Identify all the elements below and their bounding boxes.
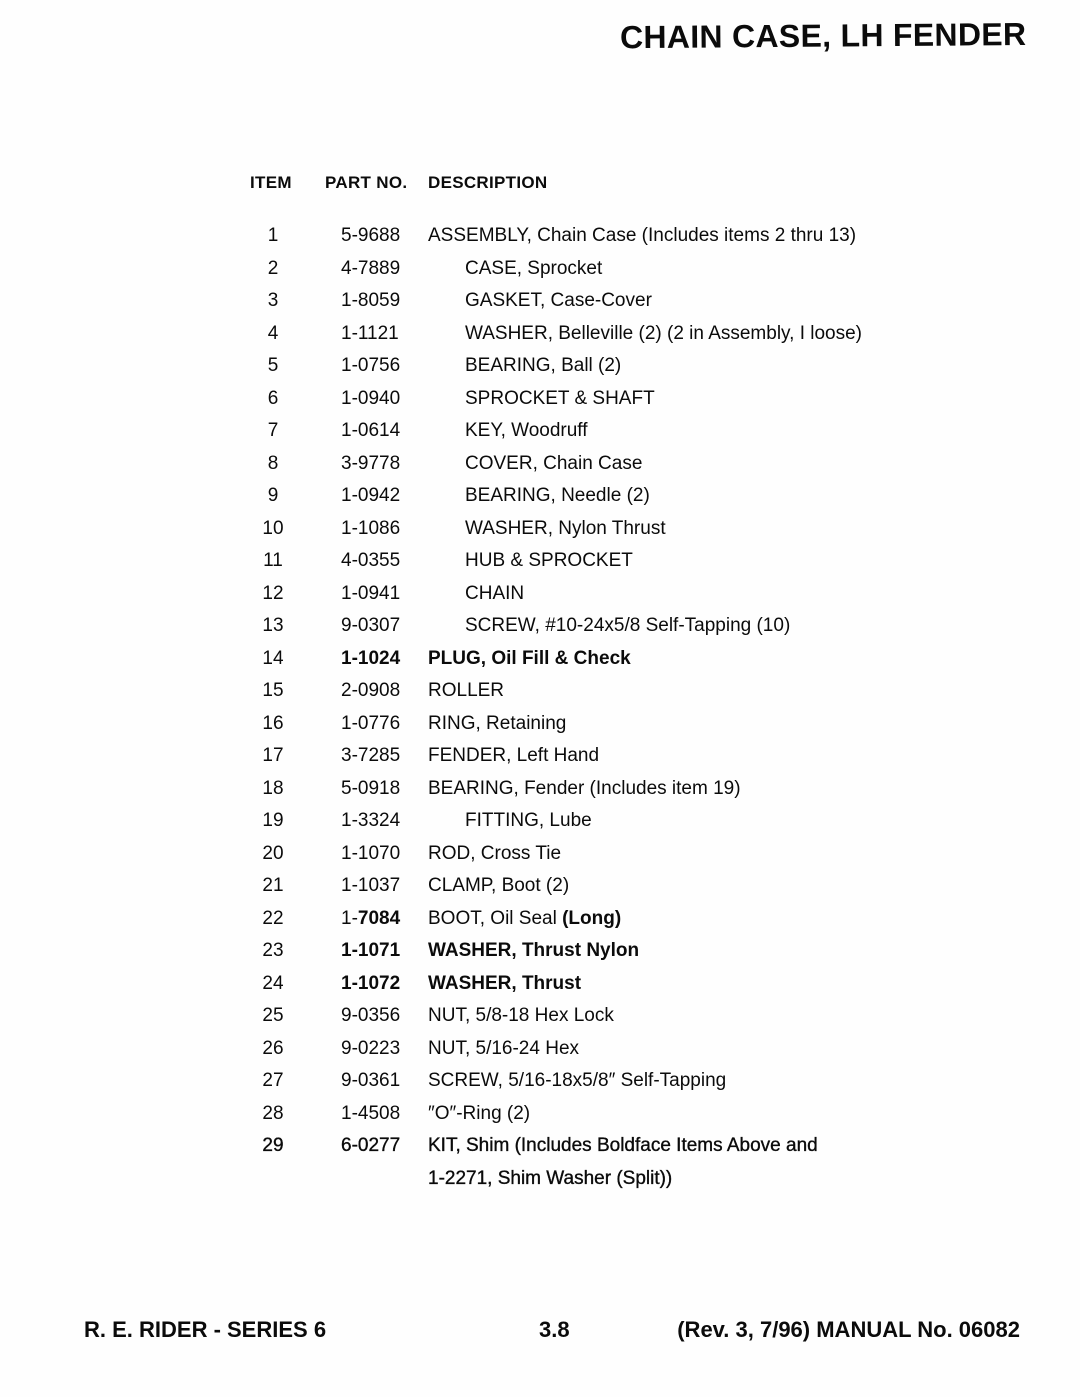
header-description: DESCRIPTION [428,173,548,192]
table-row [0,355,1080,388]
item-cell: 21 [262,875,284,896]
item-cell: 8 [267,452,279,474]
item-cell: 13 [262,615,284,636]
table-row [0,290,1080,323]
part-no-cell: 3-9778 [341,452,401,474]
footer-page-number: 3.8 [539,1317,570,1342]
part-no-cell: 1-4508 [341,1102,401,1124]
description-cell: CHAIN [465,582,525,604]
description-cell: SCREW, #10-24x5/8 Self-Tapping (10) [465,615,791,636]
table-row [0,420,1080,453]
parts-table-header [0,173,1080,195]
part-no-cell: 1-1070 [341,842,401,864]
part-no-cell: 5-9688 [341,225,401,246]
description-cell: CASE, Sprocket [465,257,603,279]
table-row [0,810,1080,843]
part-no-cell: 1-1024 [341,647,401,669]
item-cell: 16 [262,712,284,734]
item-cell: 9 [267,485,279,506]
description-cell: WASHER, Thrust [428,972,582,994]
description-cell-line2: 1-2271, Shim Washer (Split)) [428,1167,673,1189]
part-no-cell: 6-0277 [341,1135,401,1156]
item-cell: 17 [262,745,284,766]
part-no-cell: 1-1121 [341,322,399,344]
part-no-cell: 4-7889 [341,257,401,279]
table-row [0,1070,1080,1103]
description-cell: KEY, Woodruff [465,420,588,441]
item-cell: 14 [262,647,284,669]
item-cell: 29 [262,1135,284,1156]
item-cell: 15 [262,680,284,701]
parts-table-rows [0,225,1080,1189]
description-cell: SPROCKET & SHAFT [465,387,655,409]
description-cell: WASHER, Thrust Nylon [428,940,640,961]
item-cell: 12 [262,582,284,604]
description-cell: ASSEMBLY, Chain Case (Includes items 2 thru 13) [428,225,857,246]
table-row [0,518,1080,551]
item-cell: 7 [267,420,279,441]
description-cell: SCREW, 5/16-18x5/8″ Self-Tapping [428,1070,727,1091]
footer-revision-manual-no: (Rev. 3, 7/96) MANUAL No. 06082 [677,1317,1020,1342]
table-row [0,843,1080,876]
description-cell: ROLLER [428,680,505,701]
item-cell: 24 [262,972,284,994]
description-cell: FENDER, Left Hand [428,745,600,766]
part-no-cell: 1-1071 [341,940,401,961]
table-row [0,583,1080,616]
item-cell: 4 [267,322,279,344]
description-cell: ″O″-Ring (2) [428,1102,531,1124]
description-cell: BEARING, Ball (2) [465,355,622,376]
description-cell: NUT, 5/8-18 Hex Lock [428,1005,614,1026]
item-cell: 5 [267,355,279,376]
table-row [0,680,1080,713]
table-row [0,1005,1080,1038]
item-cell: 19 [262,810,284,831]
table-row [0,648,1080,681]
table-row [0,485,1080,518]
item-cell: 6 [267,387,279,409]
description-cell: FITTING, Lube [465,810,592,831]
item-cell: 25 [262,1005,284,1026]
description-cell: HUB & SPROCKET [465,550,633,571]
part-no-cell: 3-7285 [341,745,401,766]
table-row [0,1135,1080,1189]
footer-model-series: R. E. RIDER - SERIES 6 [84,1317,327,1342]
item-cell: 18 [262,777,284,799]
part-no-cell: 9-0361 [341,1070,401,1091]
page-footer [0,1317,1080,1345]
table-row [0,615,1080,648]
table-row [0,908,1080,941]
part-no-cell: 1-0942 [341,485,401,506]
table-row [0,745,1080,778]
item-cell: 3 [267,290,279,311]
table-row [0,940,1080,973]
part-no-cell: 9-0223 [341,1037,401,1059]
description-cell: ROD, Cross Tie [428,842,562,864]
table-row [0,258,1080,291]
header-part-no: PART NO. [325,173,408,192]
item-cell: 22 [262,907,284,929]
table-row [0,388,1080,421]
item-cell: 27 [262,1070,284,1091]
description-cell: GASKET, Case-Cover [465,290,652,311]
part-no-cell: 2-0908 [341,680,401,701]
description-cell: RING, Retaining [428,712,567,734]
part-no-cell: 1-0756 [341,355,401,376]
description-cell: COVER, Chain Case [465,452,643,474]
part-no-cell: 1-8059 [341,290,401,311]
part-no-cell: 1-1086 [341,517,401,539]
description-cell: CLAMP, Boot (2) [428,875,570,896]
item-cell: 10 [262,517,284,539]
page-title: CHAIN CASE, LH FENDER [619,16,1027,56]
table-row [0,453,1080,486]
description-cell: NUT, 5/16-24 Hex [428,1037,580,1059]
description-cell: WASHER, Belleville (2) (2 in Assembly, I loose) [465,322,863,344]
part-no-cell: 1-0614 [341,420,401,441]
item-cell: 28 [262,1102,284,1124]
part-no-cell: 9-0307 [341,615,401,636]
item-cell: 20 [262,842,284,864]
table-row [0,550,1080,583]
table-row [0,713,1080,746]
description-cell: BEARING, Fender (Includes item 19) [428,777,741,799]
description-cell: WASHER, Nylon Thrust [465,517,666,539]
item-cell: 11 [263,550,283,571]
description-cell: BOOT, Oil Seal (Long) [428,907,622,929]
description-cell: BEARING, Needle (2) [465,485,650,506]
table-row [0,778,1080,811]
part-no-cell: 5-0918 [341,777,401,799]
item-cell: 26 [262,1037,284,1059]
part-no-cell: 1-7084 [341,907,401,929]
part-no-cell: 1-0940 [341,387,401,409]
part-no-cell: 1-1037 [341,875,401,896]
table-row [0,875,1080,908]
part-no-cell: 9-0356 [341,1005,401,1026]
item-cell: 2 [267,257,279,279]
part-no-cell: 1-3324 [341,810,401,831]
table-row [0,323,1080,356]
table-row [0,973,1080,1006]
description-cell: PLUG, Oil Fill & Check [428,647,631,669]
table-row [0,1103,1080,1136]
table-row [0,1038,1080,1071]
item-cell: 23 [262,940,284,961]
part-no-cell: 1-0941 [341,582,401,604]
header-item: ITEM [250,173,292,192]
description-cell: KIT, Shim (Includes Boldface Items Above and [428,1135,818,1156]
part-no-cell: 1-0776 [341,712,401,734]
part-no-cell: 4-0355 [341,550,401,571]
item-cell: 1 [267,225,279,246]
table-row [0,225,1080,258]
part-no-cell: 1-1072 [341,972,401,994]
